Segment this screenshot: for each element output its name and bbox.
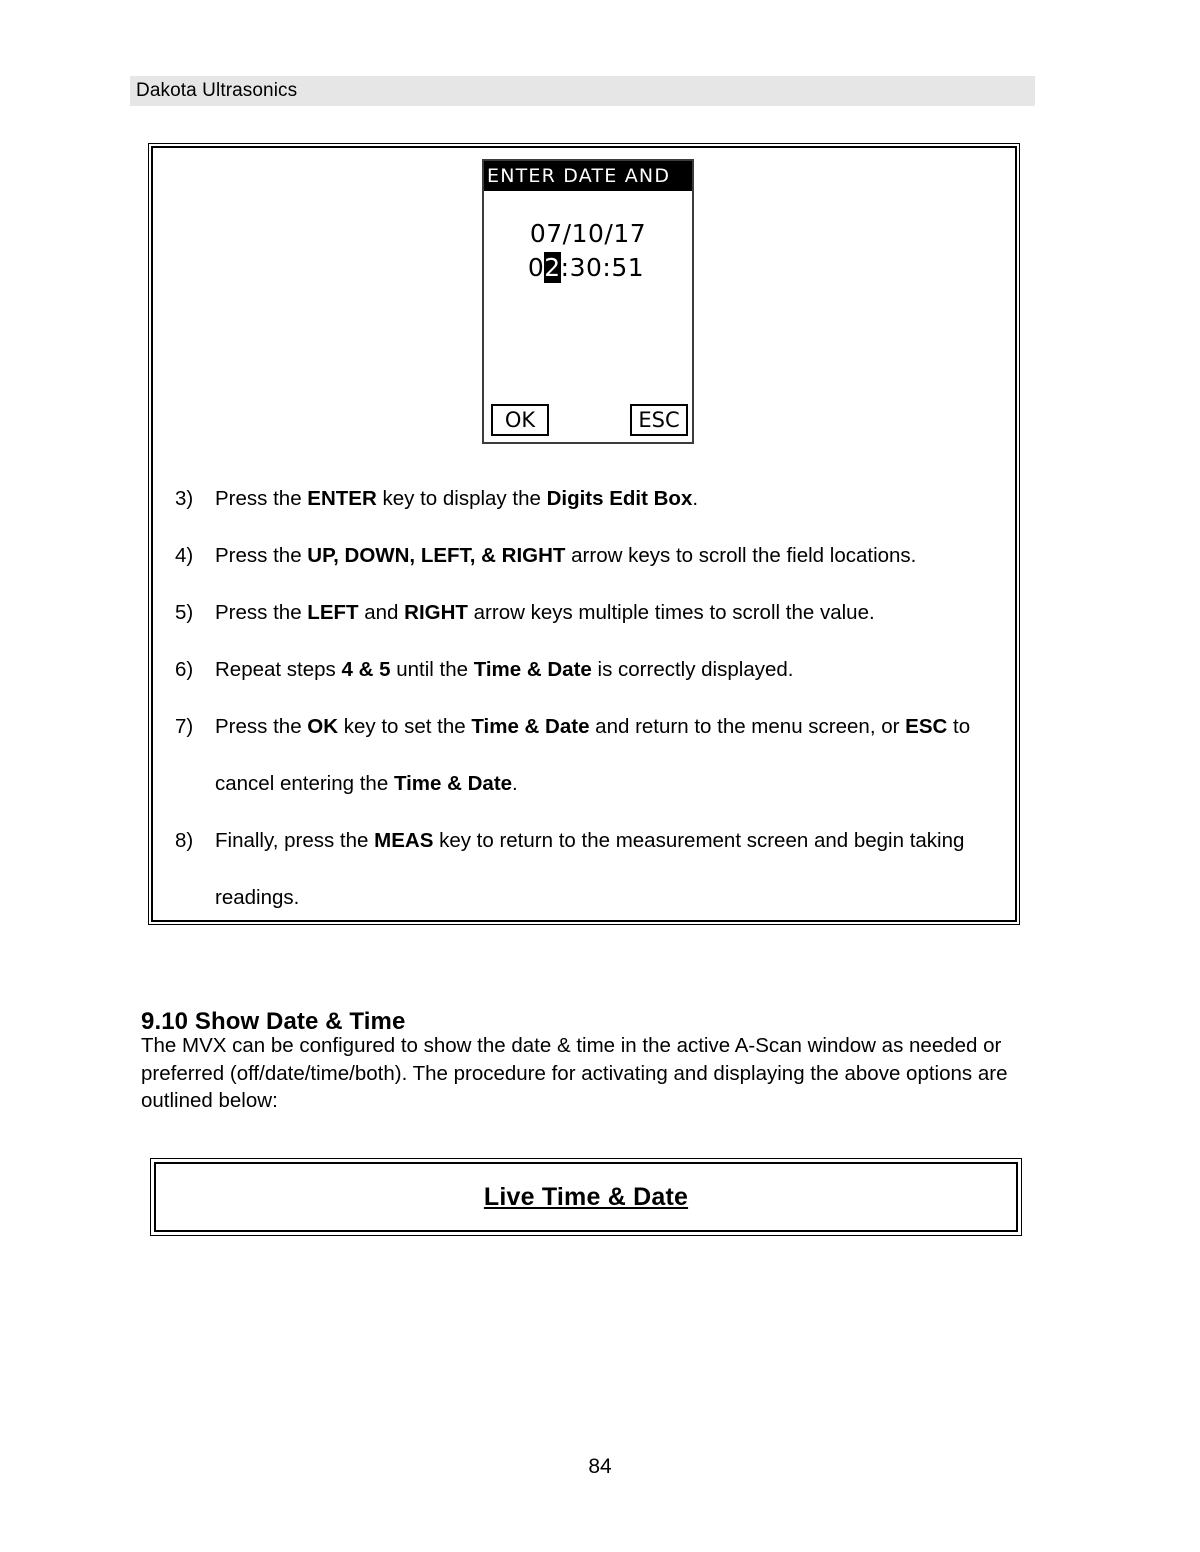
live-time-date-callout	[150, 1158, 1022, 1236]
instruction-step-list	[175, 470, 1001, 926]
lcd-time-value	[484, 253, 692, 282]
lcd-time-prefix: 0	[527, 253, 545, 282]
instruction-panel-inner	[151, 146, 1017, 922]
section-body-paragraph: The MVX can be configured to show the date & time in the active A-Scan window as needed or preferred (off/date/time/both). The procedure for activating and displaying the above options are outlined below:	[141, 1034, 1008, 1112]
step-text: Press the UP, DOWN, LEFT, & RIGHT arrow keys to scroll the field locations.	[215, 544, 917, 567]
step-text: Finally, press the MEAS key to return to the measurement screen and begin taking readings.	[215, 829, 965, 909]
section-heading: 9.10 Show Date & Time	[141, 1007, 406, 1035]
lcd-date-value: 07/10/17	[529, 219, 647, 248]
live-time-date-callout-inner	[154, 1162, 1018, 1232]
lcd-time-suffix: :30:51	[560, 253, 645, 282]
step-text: Press the LEFT and RIGHT arrow keys multiple times to scroll the value.	[215, 601, 875, 624]
step-number: 8)	[175, 829, 194, 852]
instruction-panel	[148, 143, 1020, 925]
lcd-softkey-row	[484, 404, 692, 436]
list-item	[175, 470, 1001, 527]
running-header	[130, 76, 1035, 106]
lcd-body	[484, 191, 692, 442]
page-number: 84	[588, 1455, 612, 1478]
device-lcd-screen	[482, 159, 694, 444]
lcd-ok-button[interactable]: OK	[491, 404, 549, 436]
step-text: Repeat steps 4 & 5 until the Time & Date is correctly displayed.	[215, 658, 794, 681]
step-number: 3)	[175, 487, 194, 510]
step-number: 6)	[175, 658, 194, 681]
list-item	[175, 641, 1001, 698]
lcd-time-selected-digit: 2	[544, 253, 561, 282]
callout-title: Live Time & Date	[483, 1182, 689, 1211]
step-number: 5)	[175, 601, 194, 624]
step-text: Press the ENTER key to display the Digits Edit Box.	[215, 487, 699, 510]
list-item	[175, 812, 1001, 926]
lcd-esc-button[interactable]: ESC	[630, 404, 688, 436]
lcd-title-text: ENTER DATE AND	[487, 165, 671, 187]
list-item	[175, 527, 1001, 584]
step-text: Press the OK key to set the Time & Date and return to the menu screen, or ESC to cancel entering the Time & Date.	[215, 715, 971, 795]
lcd-title-bar	[484, 161, 692, 191]
list-item	[175, 698, 1001, 812]
list-item	[175, 584, 1001, 641]
step-number: 7)	[175, 715, 194, 738]
running-header-text: Dakota Ultrasonics	[136, 80, 298, 101]
step-number: 4)	[175, 544, 194, 567]
